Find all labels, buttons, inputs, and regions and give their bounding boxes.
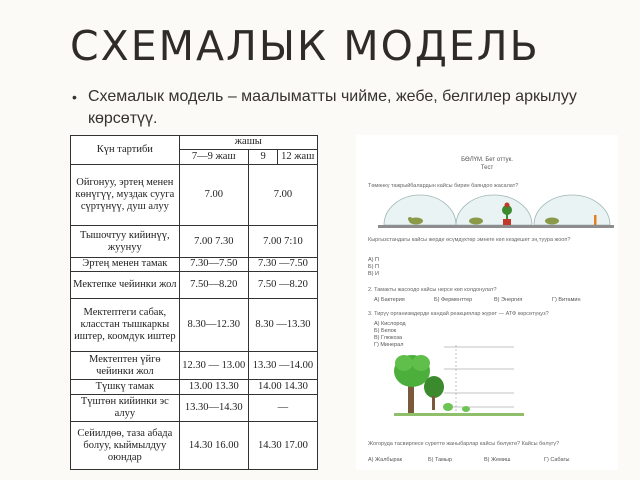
row-time-b: 14.00 14.30	[248, 379, 317, 394]
slide-title: СХЕМАЛЫК МОДЕЛЬ	[70, 22, 540, 70]
test-q1-option: Б) П	[368, 264, 379, 270]
test-question-3: 3. Тирүү организмдерде кандай реакциялар жүрөт — АТФ көрсөтүңүз?	[368, 311, 549, 317]
schedule-table-image	[70, 135, 318, 470]
age-col-1: 7—9 жаш	[179, 149, 248, 164]
test-question-1: Кыргызстандагы кайсы жерде өсүмдүктөр эмнеге көп кездешет эң туура жооп?	[368, 237, 571, 243]
row-time-a: 14.30 16.00	[179, 422, 248, 470]
test-q3-option: А) Кислород	[374, 321, 406, 327]
row-time-a: 7.50—8.20	[179, 271, 248, 299]
row-time-a: 13.00 13.30	[179, 379, 248, 394]
row-activity: Түшкү тамак	[71, 379, 180, 394]
table-row	[71, 226, 318, 258]
table-row	[71, 394, 318, 422]
row-activity: Мектептеги сабак, класстан тышкаркы иштер, коомдук иштер	[71, 299, 180, 352]
row-time-b: —	[248, 394, 317, 422]
test-page-image	[356, 135, 618, 470]
row-time-b: 7.30 —7.50	[248, 257, 317, 271]
test-q2-option: Г) Витамин	[552, 297, 581, 303]
row-time-a: 7.30—7.50	[179, 257, 248, 271]
row-activity: Мектептен үйгө чейинки жол	[71, 352, 180, 380]
test-q2-option: В) Энергия	[494, 297, 523, 303]
row-time-b: 7.00	[248, 164, 317, 225]
row-time-b: 14.30 17.00	[248, 422, 317, 470]
test-q4-option: В) Жемиш	[484, 457, 511, 463]
age-col-2: 9	[248, 149, 278, 164]
row-time-a: 13.30—14.30	[179, 394, 248, 422]
header-age: жашы	[179, 136, 317, 150]
test-q4-option: Г) Сабагы	[544, 457, 570, 463]
table-row	[71, 257, 318, 271]
row-activity: Ойгонуу, эртең менен көнүгүү, муздак сууга сүртүнүү, душ алуу	[71, 164, 180, 225]
test-question-2: 2. Тамакты жасоодо кайсы нерсе көп колдонулат?	[368, 287, 497, 293]
row-activity: Сейилдөө, таза абада болуу, кыймылдуу оюндар	[71, 422, 180, 470]
bullet-dot-icon: •	[72, 89, 77, 105]
bullet-item	[72, 86, 592, 130]
tree-illustration	[394, 341, 534, 421]
experiment-domes-illustration	[356, 191, 618, 231]
row-time-b: 7.50 —8.20	[248, 271, 317, 299]
test-question-4: Жогоруда тасвирлесе сүрөттө жаныбарлар кайсы бөлүктө? Кайсы бөлүгү?	[368, 441, 560, 447]
dome-2	[452, 195, 536, 228]
test-question-0: Төмөнкү тажрыйбалардын кайсы бирин баяндоо жасалат?	[368, 183, 519, 189]
table-row	[71, 271, 318, 299]
test-q3-option: В) Глюкоза	[374, 335, 403, 341]
test-q2-option: А) Бактерия	[374, 297, 405, 303]
table-row	[71, 164, 318, 225]
row-time-b: 8.30 —13.30	[248, 299, 317, 352]
test-q4-option: А) Жалбырак	[368, 457, 403, 463]
test-q4-option: Б) Тамыр	[428, 457, 452, 463]
dome-1	[378, 195, 462, 228]
row-time-a: 7.00 7.30	[179, 226, 248, 258]
test-q1-option: В) И	[368, 271, 379, 277]
row-time-a: 8.30—12.30	[179, 299, 248, 352]
row-activity: Түштөн кийинки эс алуу	[71, 394, 180, 422]
test-subheading: Тест	[480, 165, 494, 171]
age-col-3: 12 жаш	[278, 149, 318, 164]
row-time-b: 7.00 7:10	[248, 226, 317, 258]
table-row	[71, 299, 318, 352]
test-q2-option: Б) Ферменттер	[434, 297, 473, 303]
table-row	[71, 352, 318, 380]
dome-3	[530, 195, 614, 228]
row-activity: Тышочтуу кийинүү, жуунуу	[71, 226, 180, 258]
row-activity: Эртең менен тамак	[71, 257, 180, 271]
test-q1-option: А) П	[368, 257, 379, 263]
header-activity: Күн тартиби	[71, 136, 180, 165]
table-row	[71, 422, 318, 470]
test-q3-option: Г) Минерал	[374, 342, 404, 348]
test-heading: БӨЛҮМ. Бет оттук.	[461, 157, 513, 163]
test-q3-option: Б) Белок	[374, 328, 397, 334]
schedule-table	[70, 135, 318, 470]
row-time-b: 13.30 —14.00	[248, 352, 317, 380]
bullet-text: Схемалык модель – маалыматты чийме, жебе, белгилер аркылуу көрсөтүү.	[88, 88, 577, 127]
table-row	[71, 379, 318, 394]
row-time-a: 7.00	[179, 164, 248, 225]
row-activity: Мектепке чейинки жол	[71, 271, 180, 299]
row-time-a: 12.30 — 13.00	[179, 352, 248, 380]
